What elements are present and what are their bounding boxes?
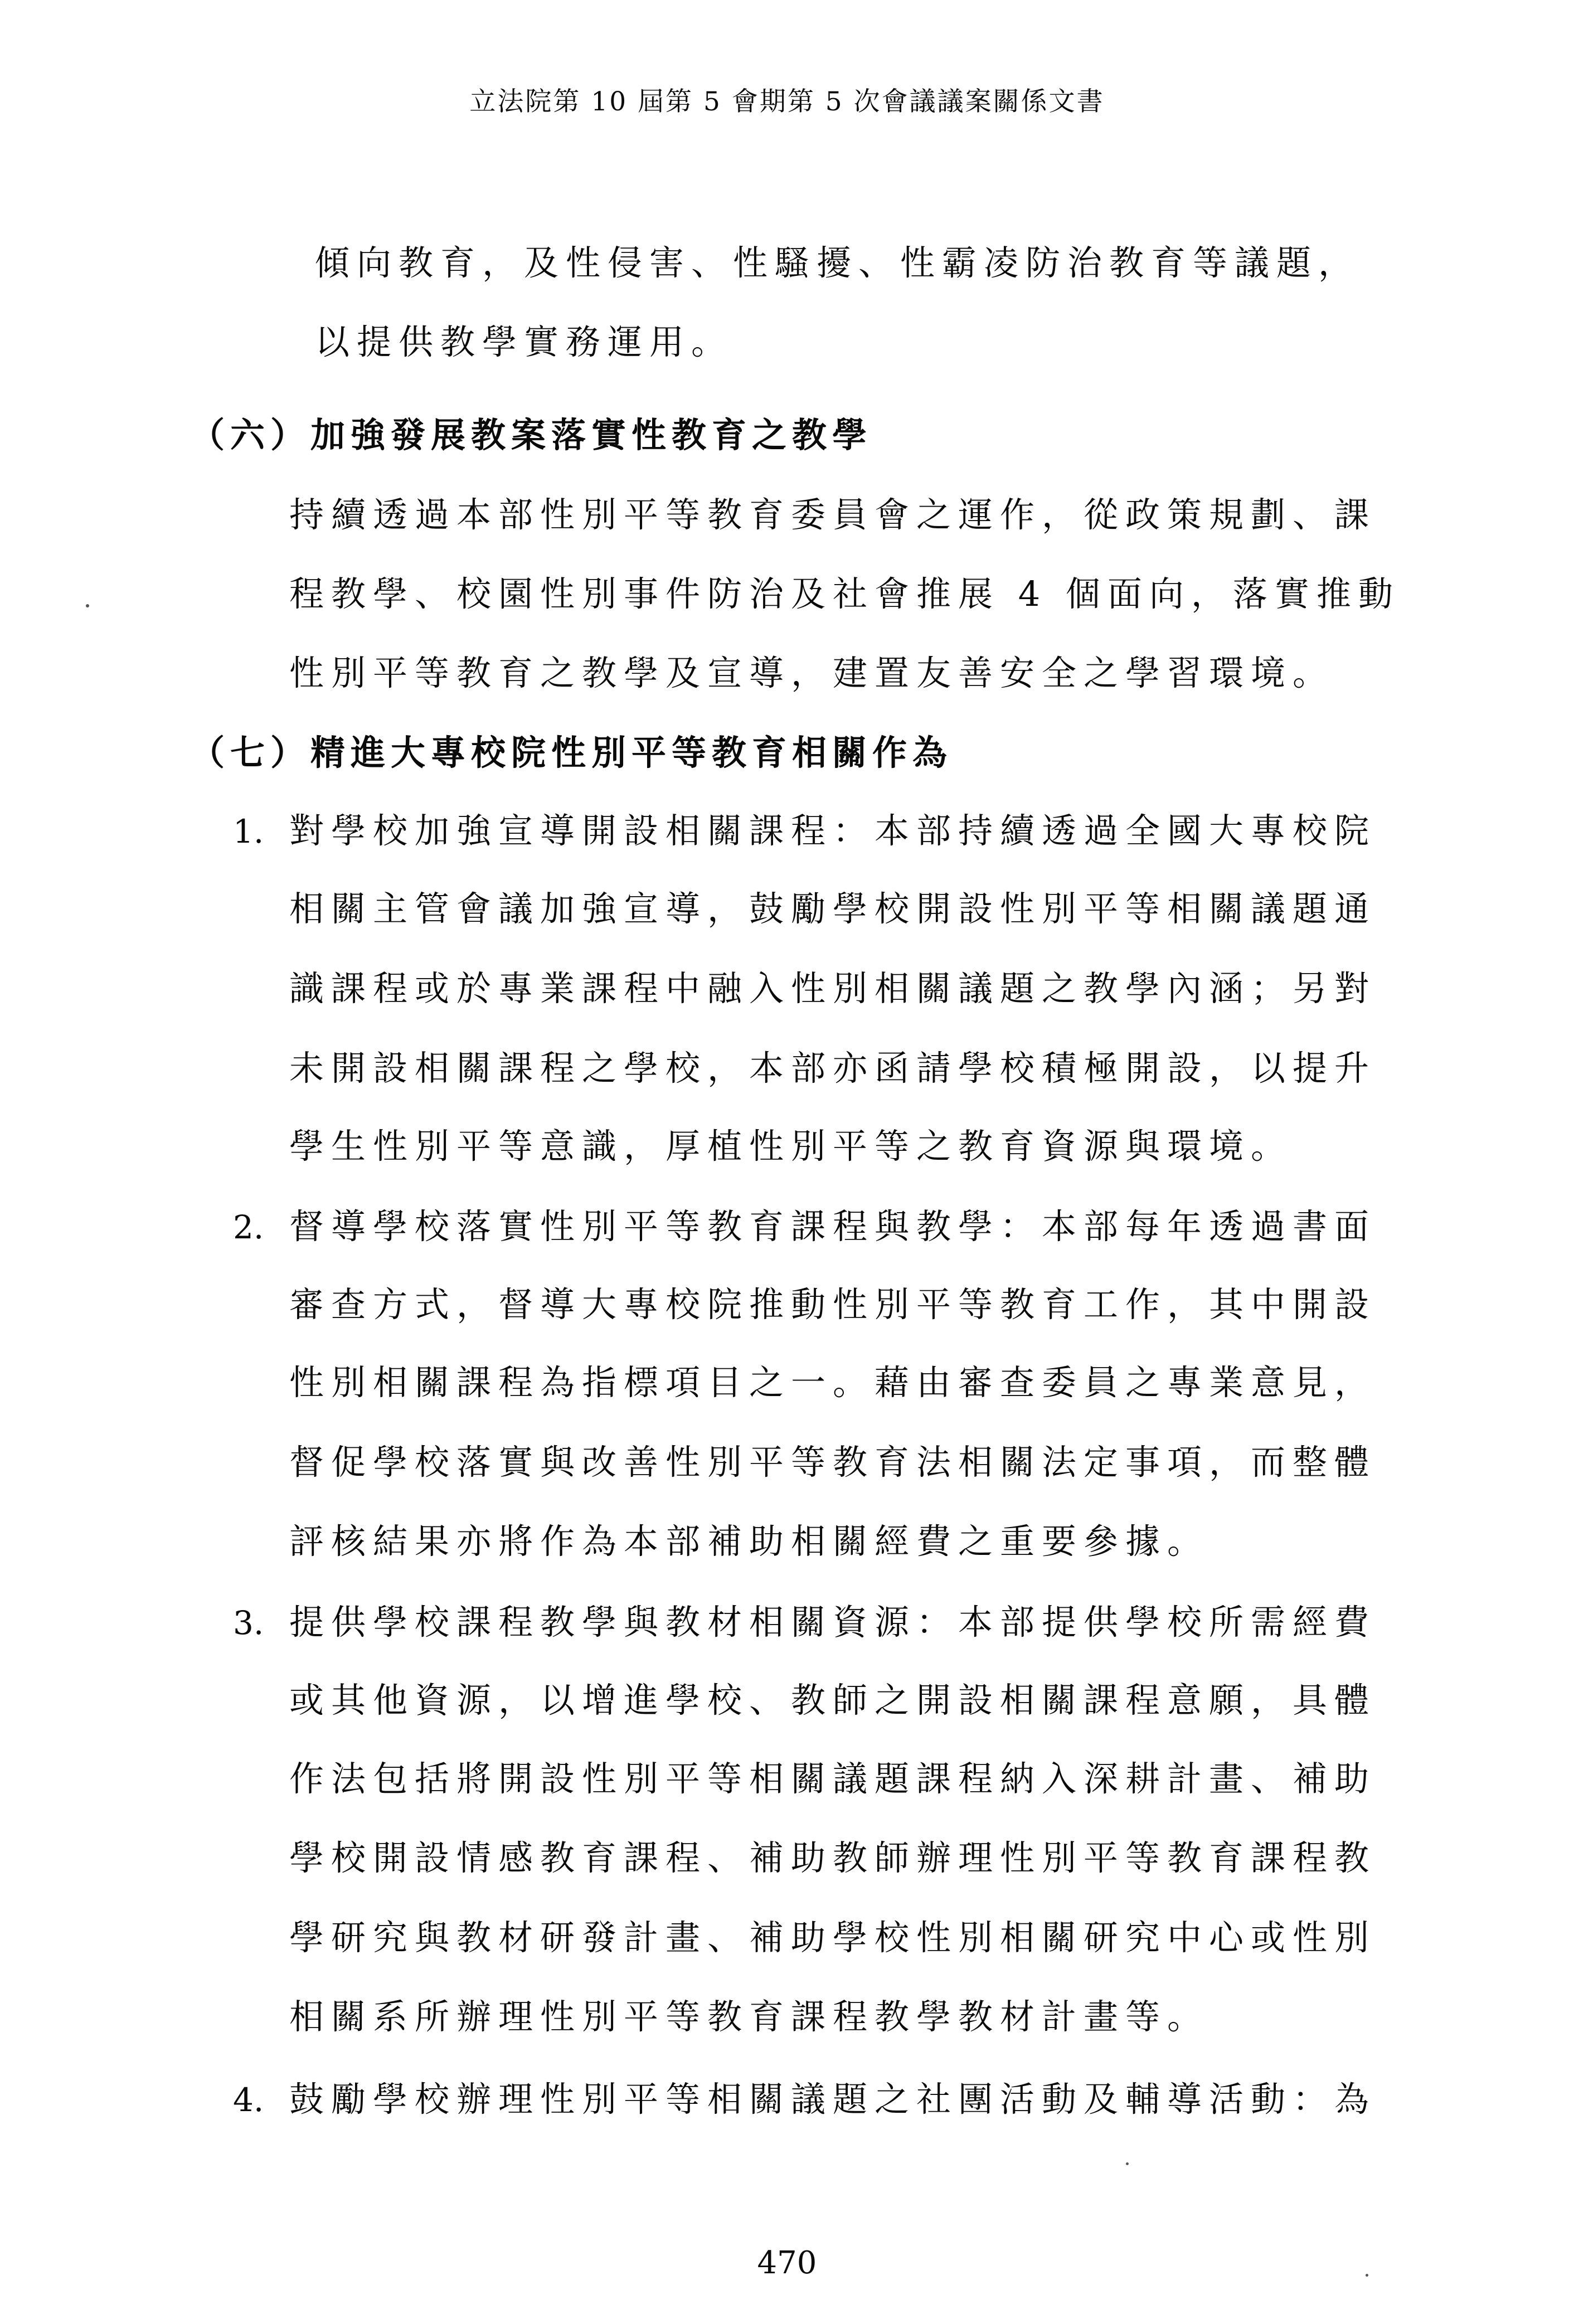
text-line: 作法包括將開設性別平等相關議題課程納入深耕計畫、補助 <box>289 1758 1377 1799</box>
text-line: 程教學、校園性別事件防治及社會推展 4 個面向，落實推動 <box>289 573 1400 614</box>
text-line: 相關主管會議加強宣導，鼓勵學校開設性別平等相關議題通 <box>289 888 1377 929</box>
scan-speck <box>1126 2162 1129 2165</box>
page-number: 470 <box>757 2245 817 2281</box>
text-line: 識課程或於專業課程中融入性別相關議題之教學內涵；另對 <box>289 968 1377 1009</box>
list-item-text: 鼓勵學校辦理性別平等相關議題之社團活動及輔導活動：為 <box>289 2079 1377 2119</box>
text-line: 傾向教育，及性侵害、性騷擾、性霸凌防治教育等議題， <box>315 242 1361 283</box>
text-line: 學研究與教材研發計畫、補助學校性別相關研究中心或性別 <box>289 1917 1377 1958</box>
text-line: 審查方式，督導大專校院推動性別平等教育工作，其中開設 <box>289 1284 1377 1325</box>
list-item <box>233 2076 1376 2123</box>
document-header-title: 立法院第 10 屆第 5 會期第 5 次會議議案關係文書 <box>469 86 1105 117</box>
list-item-number: 4. <box>233 2081 264 2119</box>
list-item <box>233 1599 1376 1646</box>
list-item-text: 督導學校落實性別平等教育課程與教學：本部每年透過書面 <box>289 1206 1377 1247</box>
list-item-number: 1. <box>233 813 264 850</box>
text-line: 以提供教學實務運用。 <box>315 322 733 362</box>
text-line: 持續透過本部性別平等教育委員會之運作，從政策規劃、課 <box>289 494 1377 535</box>
section-heading-6: （六）加強發展教案落實性教育之教學 <box>190 415 873 455</box>
scan-speck <box>1366 2274 1368 2277</box>
text-line: 督促學校落實與改善性別平等教育法相關法定事項，而整體 <box>289 1442 1377 1482</box>
scan-speck <box>86 604 89 607</box>
text-line: 評核結果亦將作為本部補助相關經費之重要參據。 <box>289 1521 1209 1562</box>
list-item-number: 2. <box>233 1208 264 1246</box>
text-line: 性別相關課程為指標項目之一。藉由審查委員之專業意見， <box>289 1362 1377 1403</box>
list-item-text: 提供學校課程教學與教材相關資源：本部提供學校所需經費 <box>289 1602 1377 1642</box>
list-item-text: 對學校加強宣導開設相關課程：本部持續透過全國大專校院 <box>289 810 1377 851</box>
text-line: 未開設相關課程之學校，本部亦函請學校積極開設，以提升 <box>289 1048 1377 1088</box>
text-line: 性別平等教育之教學及宣導，建置友善安全之學習環境。 <box>289 653 1335 693</box>
list-item-number: 3. <box>233 1604 264 1642</box>
text-line: 相關系所辦理性別平等教育課程教學教材計畫等。 <box>289 1996 1209 2037</box>
text-line: 學生性別平等意識，厚植性別平等之教育資源與環境。 <box>289 1126 1293 1166</box>
list-item <box>233 808 1376 854</box>
text-line: 學校開設情感教育課程、補助教師辦理性別平等教育課程教 <box>289 1837 1377 1878</box>
section-heading-7: （七）精進大專校院性別平等教育相關作為 <box>190 732 953 773</box>
list-item <box>233 1203 1376 1250</box>
text-line: 或其他資源，以增進學校、教師之開設相關課程意願，具體 <box>289 1680 1377 1720</box>
